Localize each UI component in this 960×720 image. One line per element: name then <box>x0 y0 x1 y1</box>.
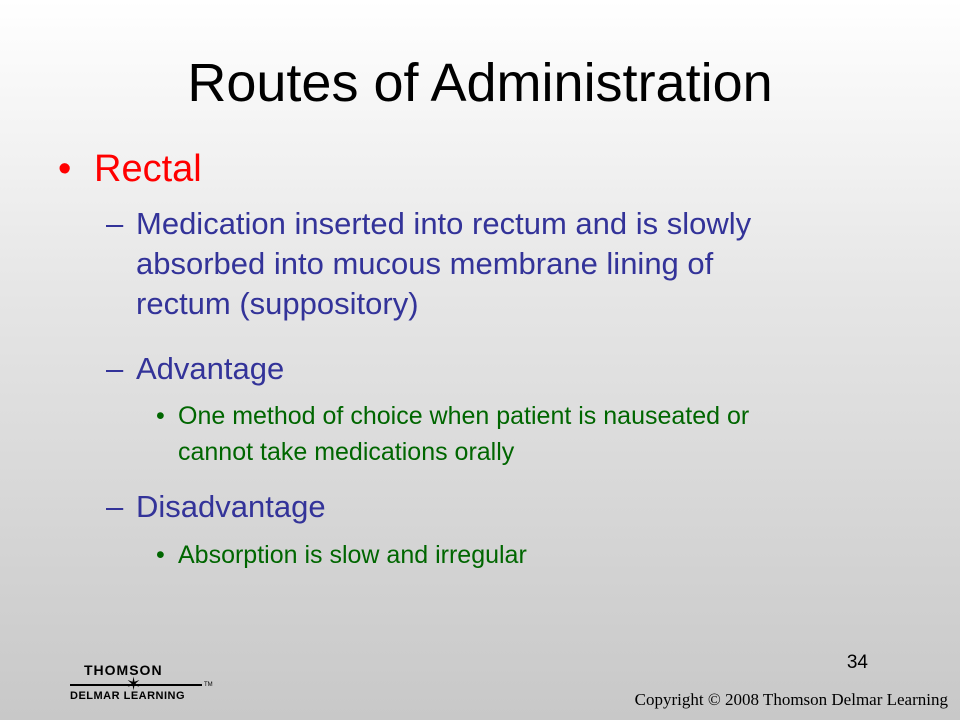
point-line: Medication inserted into rectum and is slowly <box>136 206 752 241</box>
point-description <box>106 204 751 324</box>
page-number: 34 <box>846 652 868 673</box>
subpoint-disadvantage <box>156 537 527 573</box>
dash-icon: – <box>106 489 124 524</box>
subpoint-advantage <box>156 398 749 470</box>
bullet-icon: • <box>156 541 165 569</box>
trademark-mark: TM <box>204 682 213 688</box>
subpoint-line: cannot take medications orally <box>178 438 515 466</box>
dash-icon: – <box>106 351 124 386</box>
logo-text-bottom: DELMAR LEARNING <box>70 690 186 702</box>
dash-icon: – <box>106 206 124 241</box>
topic-bullet-item <box>58 146 202 192</box>
subpoint-line: One method of choice when patient is nauseated or <box>178 402 750 430</box>
point-advantage <box>106 349 284 389</box>
topic-label: Rectal <box>94 148 202 190</box>
bullet-icon: • <box>156 402 165 430</box>
point-disadvantage <box>106 487 326 527</box>
bullet-icon: • <box>58 148 72 190</box>
copyright-notice: Copyright © 2008 Thomson Delmar Learning <box>634 690 948 709</box>
point-line: rectum (suppository) <box>136 286 419 321</box>
point-line: Disadvantage <box>136 489 326 524</box>
logo-text-top: THOMSON <box>84 662 163 678</box>
star-icon: ✶ <box>126 674 142 694</box>
subpoint-line: Absorption is slow and irregular <box>178 541 527 569</box>
point-line: absorbed into mucous membrane lining of <box>136 246 714 281</box>
slide-title: Routes of Administration <box>187 53 773 113</box>
publisher-logo <box>70 660 213 708</box>
point-line: Advantage <box>136 351 285 386</box>
